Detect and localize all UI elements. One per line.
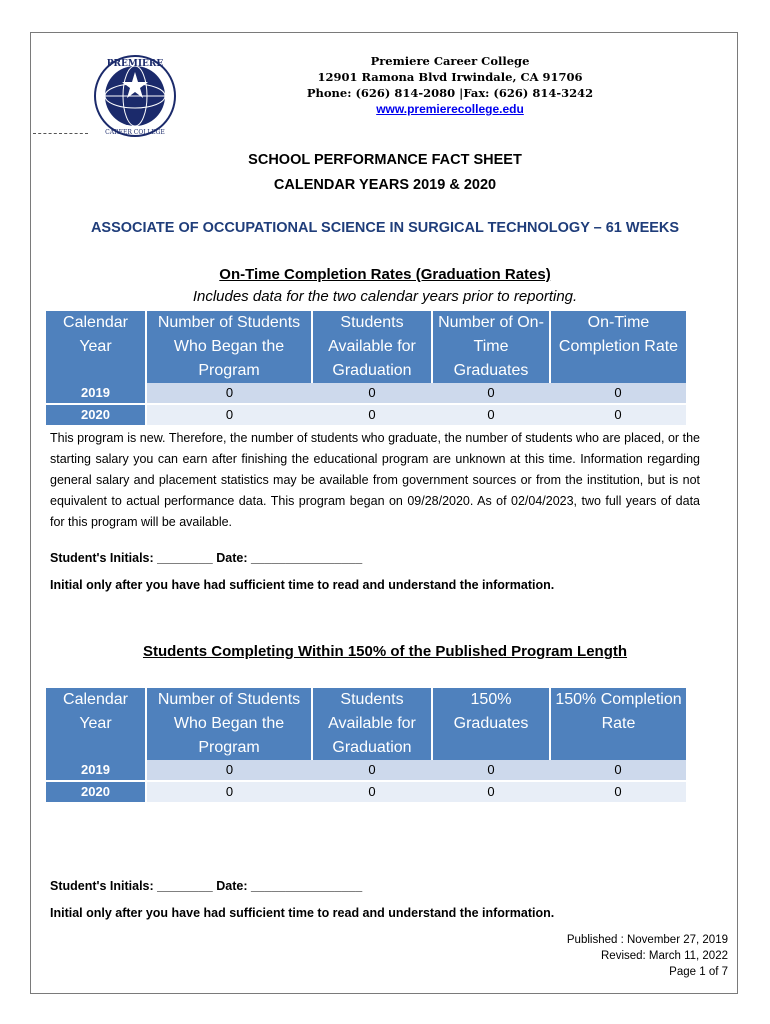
table-header-row <box>46 688 686 760</box>
published-date: Published : November 27, 2019 <box>566 934 728 946</box>
col-header-students-began: Number of Students Who Began the Program <box>146 688 312 760</box>
table-header-row <box>46 311 686 383</box>
section2-title: Students Completing Within 150% of the Published Program Length <box>142 643 628 660</box>
col-header-completion-rate: On-Time Completion Rate <box>550 311 686 383</box>
cell-available: 0 <box>312 781 432 802</box>
col-header-students-available: Students Available for Graduation <box>312 311 432 383</box>
section1-subtitle: Includes data for the two calendar years prior to reporting. <box>192 288 578 305</box>
completion-150-table <box>46 688 686 802</box>
col-header-students-available: Students Available for Graduation <box>312 688 432 760</box>
cell-began: 0 <box>146 404 312 425</box>
student-initials-line-1[interactable]: Student's Initials: ________ Date: ________________ <box>50 551 363 565</box>
cell-rate: 0 <box>550 781 686 802</box>
cell-rate: 0 <box>550 383 686 404</box>
table-row <box>46 383 686 404</box>
row-year: 2020 <box>46 781 146 802</box>
college-contact: Phone: (626) 814-2080 |Fax: (626) 814-3242 <box>306 86 594 100</box>
initial-instruction-1: Initial only after you have had sufficient time to read and understand the information. <box>50 578 555 592</box>
table-row <box>46 781 686 802</box>
cell-began: 0 <box>146 760 312 781</box>
cell-began: 0 <box>146 781 312 802</box>
col-header-calendar-year: Calendar Year <box>46 311 146 383</box>
page-footer <box>567 932 728 980</box>
cell-available: 0 <box>312 760 432 781</box>
initial-instruction-2: Initial only after you have had sufficient time to read and understand the information. <box>50 906 555 920</box>
on-time-completion-table <box>46 311 686 425</box>
revised-date: Revised: March 11, 2022 <box>601 950 728 962</box>
col-header-calendar-year: Calendar Year <box>46 688 146 760</box>
logo-divider <box>33 133 88 134</box>
section1-title: On-Time Completion Rates (Graduation Rates) <box>219 266 551 283</box>
cell-rate: 0 <box>550 760 686 781</box>
table-row <box>46 404 686 425</box>
document-title-line2: CALENDAR YEARS 2019 & 2020 <box>273 177 497 193</box>
cell-graduates: 0 <box>432 781 550 802</box>
col-header-150-completion-rate: 150% Completion Rate <box>550 688 686 760</box>
cell-graduates: 0 <box>432 404 550 425</box>
program-title: ASSOCIATE OF OCCUPATIONAL SCIENCE IN SURGICAL TECHNOLOGY – 61 WEEKS <box>90 220 680 236</box>
col-header-150-graduates: 150% Graduates <box>432 688 550 760</box>
col-header-students-began: Number of Students Who Began the Program <box>146 311 312 383</box>
row-year: 2019 <box>46 383 146 404</box>
document-title-line1: SCHOOL PERFORMANCE FACT SHEET <box>248 152 522 168</box>
college-website-link[interactable]: www.premierecollege.edu <box>376 102 524 116</box>
program-new-disclaimer: This program is new. Therefore, the number of students who graduate, the number of students who are placed, or the starting salary you can earn after finishing the educational program are unknown at this time. Information regarding general salary and placement statistics may be available from government sources or from the institution, but is not equivalent to actual performance data. This program began on 09/28/2020. As of 02/04/2023, two full years of data for this program will be available. <box>50 431 700 529</box>
cell-graduates: 0 <box>432 383 550 404</box>
logo-text-top: PREMIERE <box>106 59 164 69</box>
cell-rate: 0 <box>550 404 686 425</box>
cell-began: 0 <box>146 383 312 404</box>
cell-available: 0 <box>312 404 432 425</box>
col-header-graduates: Number of On-Time Graduates <box>432 311 550 383</box>
student-initials-line-2[interactable]: Student's Initials: ________ Date: ________________ <box>50 879 363 893</box>
table-row <box>46 760 686 781</box>
cell-available: 0 <box>312 383 432 404</box>
college-address: 12901 Ramona Blvd Irwindale, CA 91706 <box>317 70 583 84</box>
row-year: 2019 <box>46 760 146 781</box>
college-info <box>270 53 630 117</box>
row-year: 2020 <box>46 404 146 425</box>
cell-graduates: 0 <box>432 760 550 781</box>
college-logo <box>85 52 185 140</box>
logo-text-bottom: CAREER COLLEGE <box>105 129 165 136</box>
college-name: Premiere Career College <box>370 54 530 68</box>
page-number: Page 1 of 7 <box>669 966 728 978</box>
